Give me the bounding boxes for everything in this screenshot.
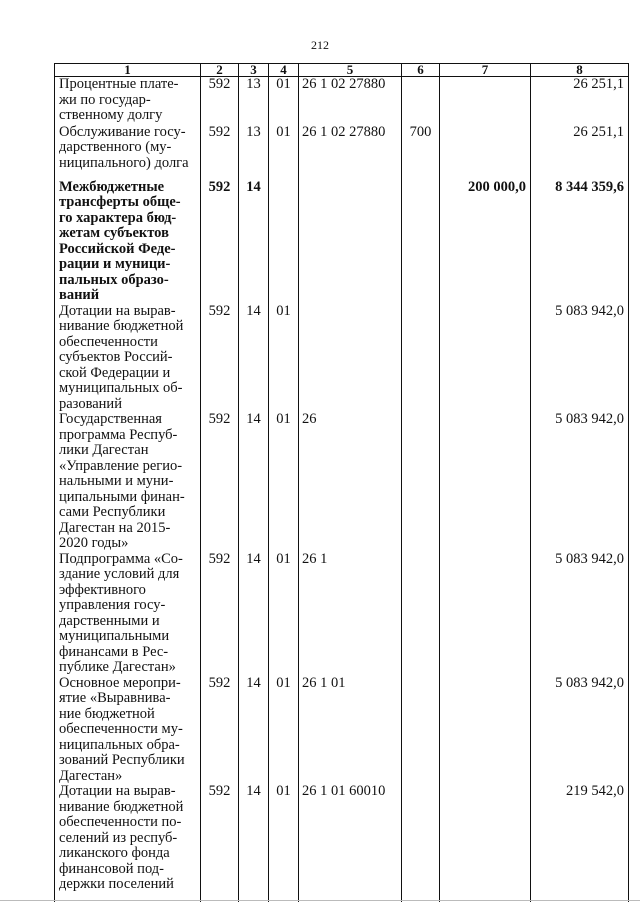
- description-line: ниципальных обра-: [59, 736, 180, 753]
- row-amount-col8: 5 083 942,0: [531, 676, 629, 785]
- description-line: Российской Феде-: [59, 240, 176, 257]
- description-line: сами Республики: [59, 504, 166, 520]
- row-ministry-code: 592: [201, 125, 239, 180]
- column-header-1: 1: [55, 64, 201, 77]
- description-line: Дагестан»: [59, 767, 123, 784]
- row-expense-type: [402, 412, 440, 552]
- description-line: Подпрограмма «Со-: [59, 551, 183, 567]
- row-subsection: [269, 180, 299, 304]
- row-description: [55, 552, 201, 676]
- row-amount-col8: 26 251,1: [531, 125, 629, 180]
- description-line: пальных образо-: [59, 271, 169, 288]
- row-target-article: 26 1 02 27880: [299, 125, 402, 180]
- description-line: нивание бюджетной: [59, 798, 184, 815]
- description-line: Основное меропри-: [59, 675, 181, 691]
- description-line: Дагестан на 2015-: [59, 519, 171, 536]
- row-expense-type: [402, 77, 440, 125]
- row-target-article: 26 1 01 60010: [299, 784, 402, 902]
- row-description: [55, 180, 201, 304]
- column-header-4: 4: [269, 64, 299, 77]
- column-header-7: 7: [440, 64, 531, 77]
- description-line: 2020 годы»: [59, 535, 129, 551]
- row-target-article: 26 1 01: [299, 676, 402, 785]
- row-amount-col8: 219 542,0: [531, 784, 629, 902]
- description-line: селений из респуб-: [59, 829, 178, 846]
- row-subsection: 01: [269, 676, 299, 785]
- row-amount-col8: 5 083 942,0: [531, 304, 629, 413]
- description-line: дарственного (му-: [59, 139, 172, 155]
- row-expense-type: [402, 180, 440, 304]
- row-amount-col7: [440, 784, 531, 902]
- row-amount-col7: [440, 125, 531, 180]
- row-amount-col8: 5 083 942,0: [531, 552, 629, 676]
- budget-table-container: [54, 63, 628, 902]
- row-ministry-code: 592: [201, 784, 239, 902]
- description-line: трансферты обще-: [59, 194, 181, 210]
- description-line: нивание бюджетной: [59, 318, 184, 334]
- description-line: ликанского фонда: [59, 845, 170, 861]
- description-line: эффективного: [59, 581, 146, 598]
- table-row: [55, 180, 629, 304]
- row-ministry-code: 592: [201, 552, 239, 676]
- row-description: [55, 412, 201, 552]
- description-line: жи по государ-: [59, 91, 151, 108]
- table-row: [55, 676, 629, 785]
- description-line: муниципальными: [59, 628, 170, 644]
- description-line: обеспеченности: [59, 333, 158, 350]
- description-line: Государственная: [59, 412, 162, 427]
- description-line: ской Федерации и: [59, 364, 171, 381]
- row-section: 14: [239, 784, 269, 902]
- row-amount-col7: [440, 412, 531, 552]
- description-line: «Управление регио-: [59, 457, 183, 474]
- page-bottom-edge: [0, 900, 640, 901]
- row-subsection: 01: [269, 552, 299, 676]
- row-target-article: 26 1 02 27880: [299, 77, 402, 125]
- row-description: [55, 77, 201, 125]
- description-line: финансами в Рес-: [59, 643, 169, 660]
- description-line: обеспеченности му-: [59, 721, 183, 737]
- description-line: Процентные плате-: [59, 76, 179, 92]
- row-amount-col7: 200 000,0: [440, 180, 531, 304]
- column-header-8: 8: [531, 64, 629, 77]
- row-amount-col7: [440, 552, 531, 676]
- description-line: нальными и муни-: [59, 473, 174, 489]
- row-section: 14: [239, 180, 269, 304]
- description-line: разований: [59, 395, 122, 412]
- description-line: ниципального) долга: [59, 154, 189, 171]
- description-line: муниципальных об-: [59, 380, 183, 396]
- description-line: Дотации на вырав-: [59, 303, 176, 319]
- row-expense-type: [402, 552, 440, 676]
- row-description: [55, 125, 201, 180]
- budget-table: [54, 63, 629, 902]
- row-section: 14: [239, 552, 269, 676]
- column-header-5: 5: [299, 64, 402, 77]
- column-header-6: 6: [402, 64, 440, 77]
- table-row: [55, 125, 629, 180]
- page-number: 212: [311, 38, 329, 52]
- description-line: Дотации на вырав-: [59, 784, 176, 799]
- row-expense-type: [402, 676, 440, 785]
- description-line: Обслуживание госу-: [59, 124, 186, 140]
- description-line: рации и муници-: [59, 256, 171, 272]
- row-section: 13: [239, 125, 269, 180]
- row-ministry-code: 592: [201, 412, 239, 552]
- table-header-row: [55, 64, 629, 77]
- description-line: лики Дагестан: [59, 442, 149, 458]
- row-section: 14: [239, 676, 269, 785]
- table-row: [55, 784, 629, 902]
- row-target-article: [299, 304, 402, 413]
- row-amount-col8: 5 083 942,0: [531, 412, 629, 552]
- description-line: здание условий для: [59, 566, 180, 582]
- row-amount-col7: [440, 304, 531, 413]
- row-expense-type: 700: [402, 125, 440, 180]
- row-amount-col8: 26 251,1: [531, 77, 629, 125]
- description-line: го характера бюд-: [59, 209, 177, 226]
- row-amount-col7: [440, 77, 531, 125]
- row-ministry-code: 592: [201, 304, 239, 413]
- description-line: управления госу-: [59, 597, 166, 613]
- table-row: [55, 304, 629, 413]
- row-section: 13: [239, 77, 269, 125]
- description-line: ятие «Выравнива-: [59, 690, 171, 706]
- row-target-article: [299, 180, 402, 304]
- table-row: [55, 412, 629, 552]
- table-row: [55, 77, 629, 125]
- row-description: [55, 784, 201, 902]
- description-line: Межбюджетные: [59, 179, 165, 195]
- description-line: финансовой под-: [59, 860, 164, 877]
- row-ministry-code: 592: [201, 180, 239, 304]
- description-line: программа Респуб-: [59, 426, 178, 443]
- row-section: 14: [239, 304, 269, 413]
- row-amount-col8: 8 344 359,6: [531, 180, 629, 304]
- description-line: ваний: [59, 287, 100, 303]
- row-section: 14: [239, 412, 269, 552]
- row-subsection: 01: [269, 125, 299, 180]
- description-line: ние бюджетной: [59, 705, 155, 722]
- row-amount-col7: [440, 676, 531, 785]
- row-subsection: 01: [269, 77, 299, 125]
- description-line: обеспеченности по-: [59, 814, 182, 830]
- row-description: [55, 304, 201, 413]
- table-row: [55, 552, 629, 676]
- column-header-3: 3: [239, 64, 269, 77]
- description-line: зований Республики: [59, 752, 185, 768]
- row-target-article: 26 1: [299, 552, 402, 676]
- description-line: ственному долгу: [59, 107, 163, 123]
- description-line: держки поселений: [59, 876, 174, 892]
- column-header-2: 2: [201, 64, 239, 77]
- row-ministry-code: 592: [201, 77, 239, 125]
- row-subsection: 01: [269, 412, 299, 552]
- row-expense-type: [402, 304, 440, 413]
- description-line: субъектов Россий-: [59, 349, 173, 365]
- description-line: ципальными финан-: [59, 488, 185, 505]
- row-ministry-code: 592: [201, 676, 239, 785]
- row-subsection: 01: [269, 784, 299, 902]
- row-target-article: 26: [299, 412, 402, 552]
- row-subsection: 01: [269, 304, 299, 413]
- table-body: [55, 77, 629, 903]
- description-line: публике Дагестан»: [59, 659, 176, 675]
- row-description: [55, 676, 201, 785]
- row-expense-type: [402, 784, 440, 902]
- description-line: дарственными и: [59, 612, 160, 629]
- description-line: жетам субъектов: [59, 225, 169, 241]
